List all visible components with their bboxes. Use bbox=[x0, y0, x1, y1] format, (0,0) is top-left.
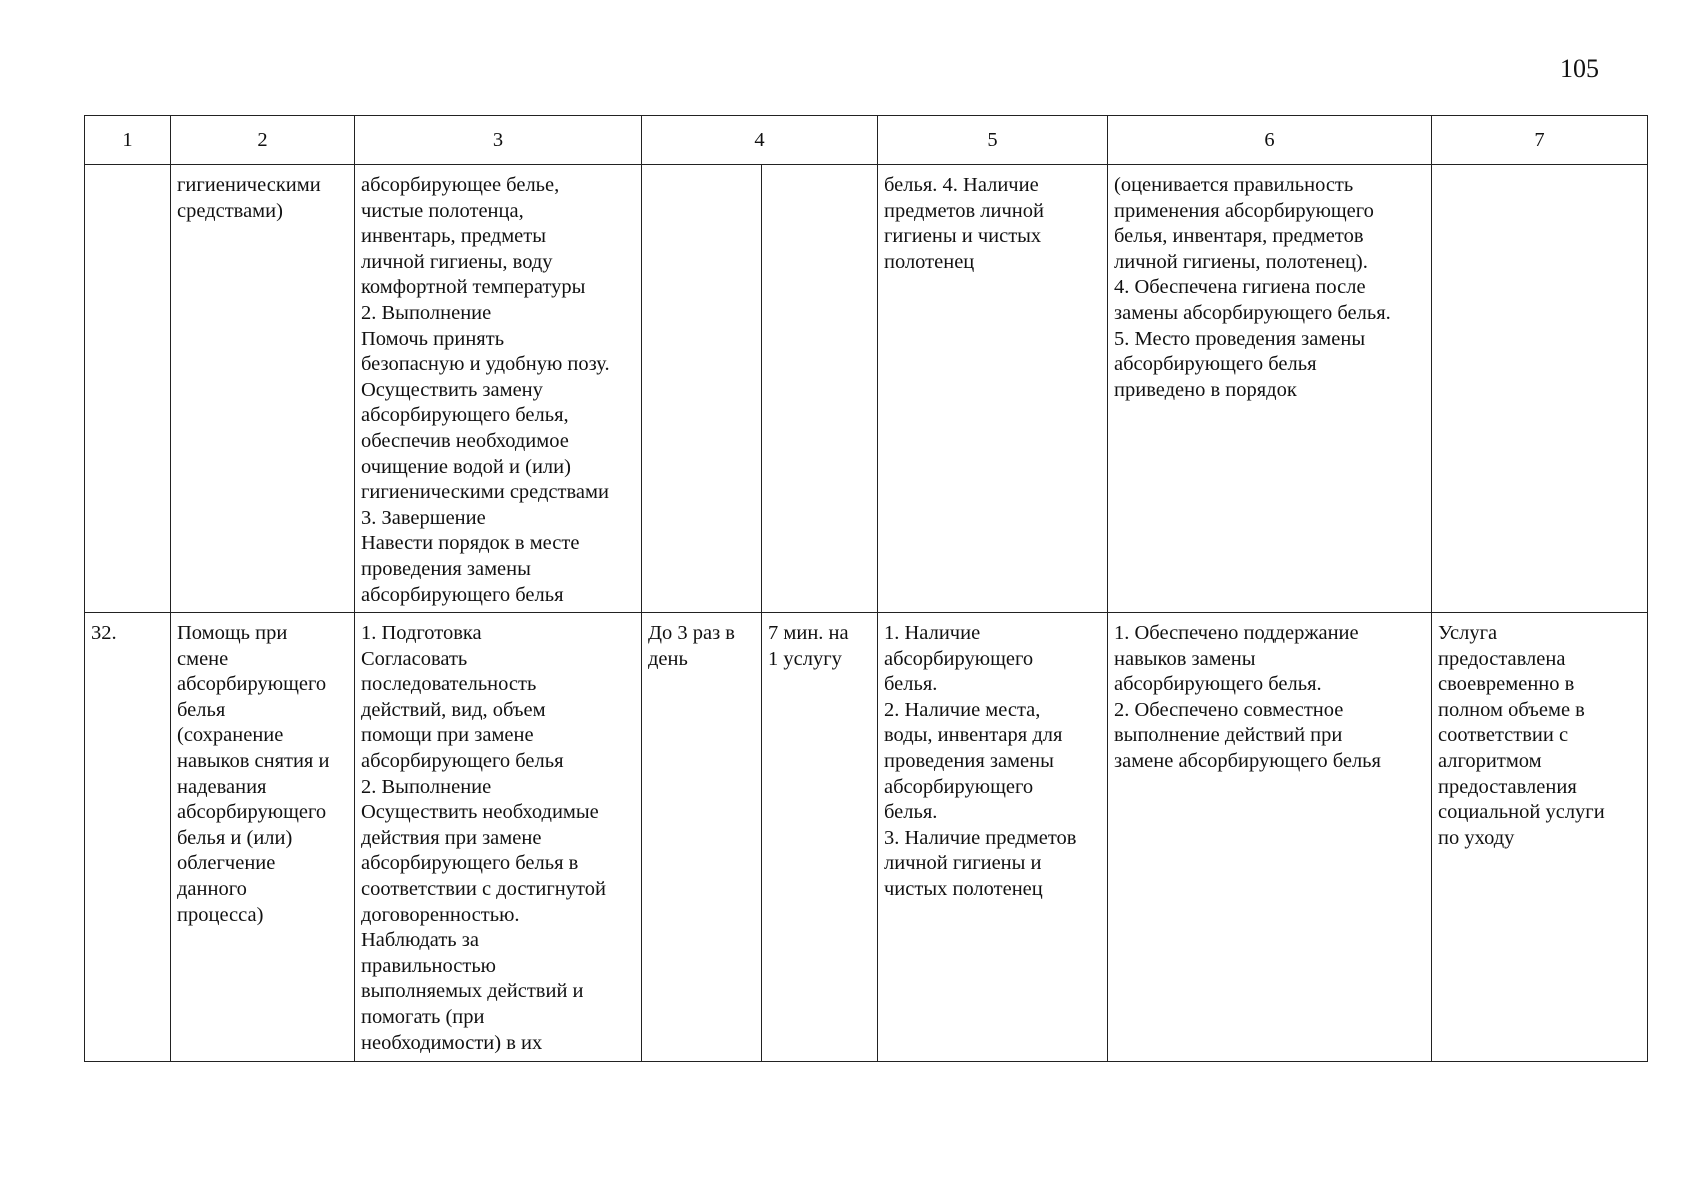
cell-number: 32. bbox=[85, 613, 171, 1062]
cell-quality-indicators: 1. Обеспечено поддержание навыков замены абсорбирующего белья. 2. Обеспечено совместное выполнение действий при замене абсорбирующего белья bbox=[1108, 613, 1432, 1062]
cell-conditions: 1. Наличие абсорбирующего белья. 2. Наличие места, воды, инвентаря для проведения замены абсорбирующего белья. 3. Наличие предметов личной гигиены и чистых полотенец bbox=[878, 613, 1108, 1062]
column-number-4: 4 bbox=[642, 116, 878, 165]
table-row-continued bbox=[85, 165, 1648, 613]
cell-evaluation bbox=[1432, 165, 1648, 613]
cell-duration bbox=[762, 165, 878, 613]
page-number: 105 bbox=[1560, 54, 1599, 83]
cell-evaluation: Услуга предоставлена своевременно в полном объеме в соответствии с алгоритмом предоставления социальной услуги по уходу bbox=[1432, 613, 1648, 1062]
column-number-5: 5 bbox=[878, 116, 1108, 165]
cell-service-name: Помощь при смене абсорбирующего белья (сохранение навыков снятия и надевания абсорбирующего белья и (или) облегчение данного процесса) bbox=[171, 613, 355, 1062]
column-number-row bbox=[85, 116, 1648, 165]
column-number-7: 7 bbox=[1432, 116, 1648, 165]
cell-procedure: 1. Подготовка Согласовать последовательность действий, вид, объем помощи при замене абсорбирующего белья 2. Выполнение Осуществить необходимые действия при замене абсорбирующего белья в соответствии с достигнутой договоренностью. Наблюдать за правильностью выполняемых действий и помогать (при необходимости) в их bbox=[355, 613, 642, 1062]
cell-duration: 7 мин. на 1 услугу bbox=[762, 613, 878, 1062]
cell-frequency bbox=[642, 165, 762, 613]
cell-number bbox=[85, 165, 171, 613]
column-number-2: 2 bbox=[171, 116, 355, 165]
column-number-3: 3 bbox=[355, 116, 642, 165]
column-number-1: 1 bbox=[85, 116, 171, 165]
cell-frequency: До 3 раз в день bbox=[642, 613, 762, 1062]
cell-quality-indicators: (оценивается правильность применения абсорбирующего белья, инвентаря, предметов личной гигиены, полотенец). 4. Обеспечена гигиена после замены абсорбирующего белья. 5. Место проведения замены абсорбирующего белья приведено в порядок bbox=[1108, 165, 1432, 613]
column-number-6: 6 bbox=[1108, 116, 1432, 165]
table-row-32 bbox=[85, 613, 1648, 1062]
cell-service-name: гигиеническими средствами) bbox=[171, 165, 355, 613]
cell-procedure: абсорбирующее белье, чистые полотенца, инвентарь, предметы личной гигиены, воду комфортной температуры 2. Выполнение Помочь принять безопасную и удобную позу. Осуществить замену абсорбирующего белья, обеспечив необходимое очищение водой и (или) гигиеническими средствами 3. Завершение Навести порядок в месте проведения замены абсорбирующего белья bbox=[355, 165, 642, 613]
cell-conditions: белья. 4. Наличие предметов личной гигиены и чистых полотенец bbox=[878, 165, 1108, 613]
services-table bbox=[84, 115, 1648, 1062]
